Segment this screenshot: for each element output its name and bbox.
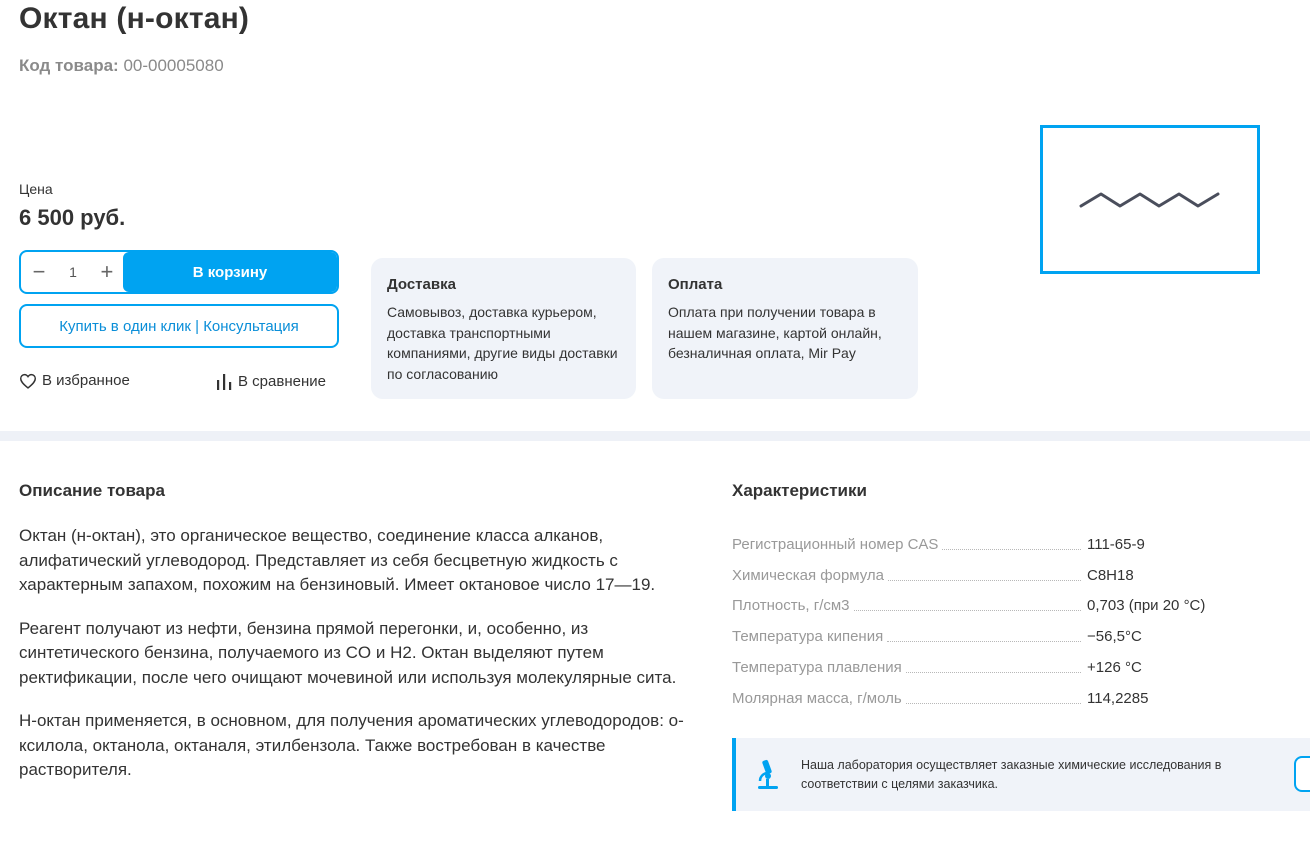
quantity-stepper[interactable]: [21, 252, 123, 292]
section-divider: [0, 431, 1310, 441]
structural-formula-icon: [1043, 128, 1257, 271]
sku-value: 00-00005080: [123, 56, 224, 75]
delivery-text: Самовывоз, доставка курьером, доставка транспортными компаниями, другие виды доставки по согласованию: [387, 304, 618, 382]
lab-notice-text: Наша лаборатория осуществляет заказные химические исследования в соответствии с целями заказчика.: [801, 757, 1222, 791]
sku-label: Код товара:: [19, 56, 119, 75]
quantity-value[interactable]: 1: [69, 264, 77, 280]
payment-card: [652, 258, 918, 399]
characteristic-row: [732, 614, 1252, 645]
characteristic-row: [732, 645, 1252, 676]
characteristic-value: 114,2285: [1087, 689, 1149, 707]
characteristics-table: [732, 522, 1252, 707]
characteristic-value: 111-65-9: [1087, 535, 1145, 553]
payment-text: Оплата при получении товара в нашем магазине, картой онлайн, безналичная оплата, Mir Pay: [668, 304, 882, 361]
characteristic-key: Плотность, г/см3: [732, 597, 850, 615]
product-sku: [19, 56, 224, 76]
compare-label: В сравнение: [238, 372, 326, 390]
leader-dots: [906, 703, 1081, 704]
price-label: Цена: [19, 181, 53, 197]
add-to-cart-button[interactable]: В корзину: [123, 252, 337, 292]
heart-icon: [19, 373, 37, 389]
minus-icon[interactable]: −: [32, 259, 46, 284]
product-title: Октан (н-октан): [19, 2, 250, 35]
lab-notice: [732, 738, 1310, 811]
one-click-buy-button[interactable]: Купить в один клик | Консультация: [19, 304, 339, 348]
delivery-title: Доставка: [387, 276, 456, 293]
characteristic-value: +126 °C: [1087, 658, 1142, 676]
leader-dots: [888, 580, 1081, 581]
description-paragraph: Реагент получают из нефти, бензина прямой перегонки, и, особенно, из синтетического бензина, получаемого из CO и H2. Октан выделяют путем ректификации, после чего очищают мочевиной или используя молекулярные сита.: [19, 618, 677, 687]
characteristic-value: 0,703 (при 20 °C): [1087, 597, 1206, 615]
leader-dots: [906, 672, 1081, 673]
lab-contact-button[interactable]: [1294, 756, 1310, 792]
characteristic-row: [732, 522, 1252, 553]
description-body: [19, 524, 689, 802]
characteristic-key: Химическая формула: [732, 566, 885, 584]
delivery-card: [371, 258, 636, 399]
characteristic-row: [732, 676, 1252, 707]
microscope-icon: [756, 759, 780, 791]
payment-title: Оплата: [668, 276, 723, 293]
characteristic-key: Молярная масса, г/моль: [732, 689, 902, 707]
bar-chart-icon: [215, 372, 233, 390]
characteristic-value: C8H18: [1087, 566, 1134, 584]
characteristic-key: Регистрационный номер CAS: [732, 535, 939, 553]
product-image[interactable]: [1040, 125, 1260, 274]
quantity-cart-group: [19, 250, 339, 294]
add-to-compare-button[interactable]: [215, 372, 326, 390]
favorites-label: В избранное: [42, 372, 130, 389]
description-paragraph: Октан (н-октан), это органическое вещество, соединение класса алканов, алифатический углеводород. Представляет из себя бесцветную жидкость с характерным запахом, похожим на бензиновый. Имеет октановое число 17—19.: [19, 526, 656, 594]
price-value: 6 500 руб.: [19, 205, 126, 230]
characteristic-key: Температура плавления: [732, 658, 902, 676]
characteristic-row: [732, 553, 1252, 584]
description-title: Описание товара: [19, 481, 165, 500]
characteristic-value: −56,5°С: [1087, 628, 1142, 646]
characteristic-row: [732, 584, 1252, 615]
characteristic-key: Температура кипения: [732, 628, 884, 646]
characteristics-title: Характеристики: [732, 481, 867, 500]
add-to-favorites-button[interactable]: [19, 372, 130, 389]
leader-dots: [887, 641, 1081, 642]
leader-dots: [942, 549, 1081, 550]
leader-dots: [854, 610, 1081, 611]
plus-icon[interactable]: +: [100, 259, 114, 284]
description-paragraph: Н-октан применяется, в основном, для получения ароматических углеводородов: о-ксилола, октанола, октаналя, этилбензола. Также востребован в качестве растворителя.: [19, 711, 684, 779]
